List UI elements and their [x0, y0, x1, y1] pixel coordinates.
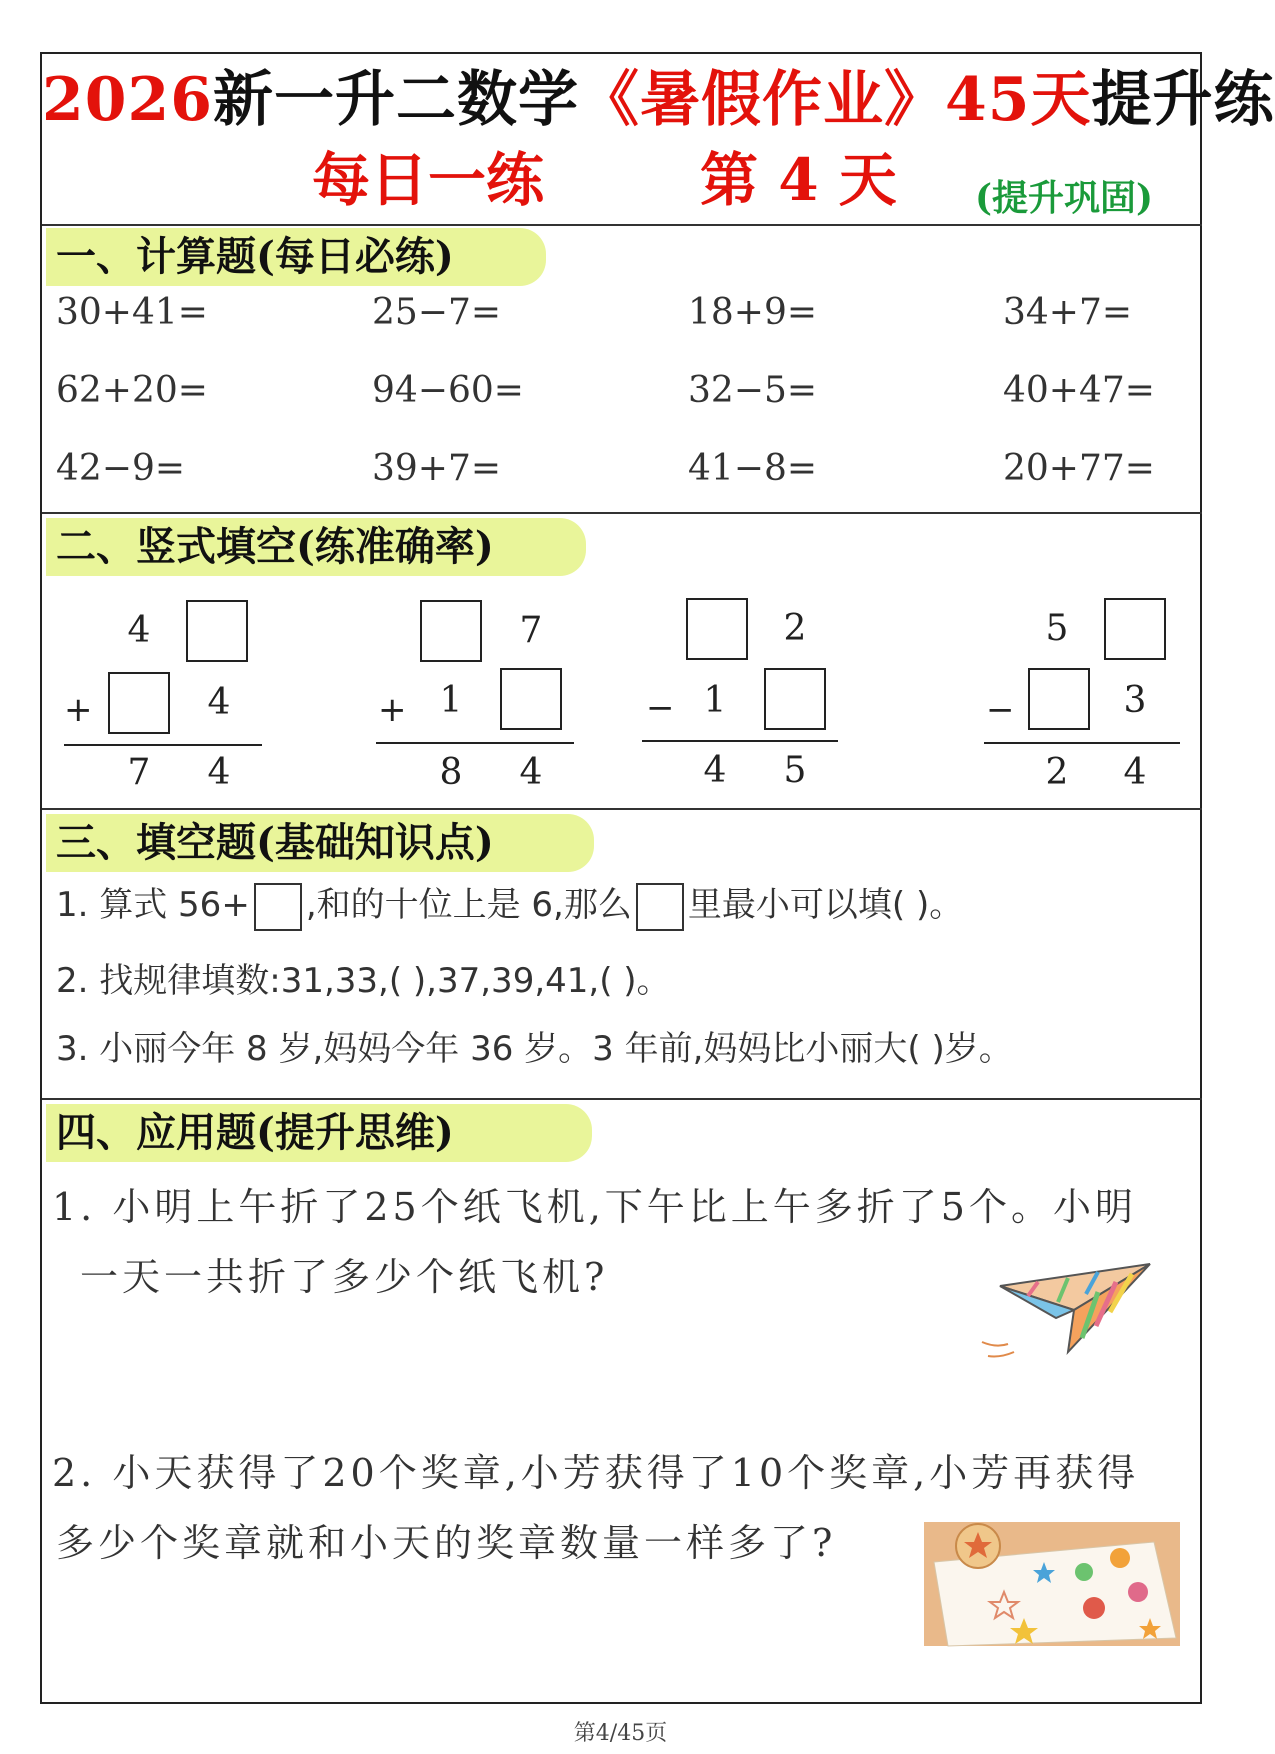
digit: 7 — [127, 752, 151, 793]
digit: 4 — [703, 750, 727, 791]
sticker-card-image — [924, 1522, 1180, 1646]
digit: 2 — [783, 608, 807, 649]
answer-box[interactable] — [108, 672, 170, 734]
digit: 4 — [1123, 752, 1147, 793]
digit: 2 — [1045, 752, 1069, 793]
digit: 1 — [439, 680, 463, 721]
answer-box[interactable] — [500, 668, 562, 730]
page-number: 第4/45页 — [573, 1721, 668, 1746]
app-question-2-line2: 多少个奖章就和小天的奖章数量一样多了? — [56, 1521, 837, 1565]
digit: 4 — [127, 610, 151, 651]
sum-line — [376, 742, 574, 744]
operator: + — [64, 690, 93, 730]
digit: 4 — [207, 752, 231, 793]
calc-item: 62+20= — [56, 370, 208, 411]
app-question-2-line1: 2. 小天获得了20个奖章,小芳获得了10个奖章,小芳再获得 — [52, 1451, 1140, 1495]
fill-text: ,和的十位上是 6,那么 — [305, 885, 632, 925]
section-heading-fill: 三、填空题(基础知识点) — [46, 814, 594, 872]
answer-box[interactable] — [764, 668, 826, 730]
calc-item: 34+7= — [1003, 292, 1133, 333]
digit: 8 — [439, 752, 463, 793]
title-mid: 新一升二数学 — [213, 65, 579, 135]
answer-box[interactable] — [1028, 668, 1090, 730]
fill-question-2: 2. 找规律填数:31,33,( ),37,39,41,( )。 — [56, 961, 671, 1001]
subtitle-note: (提升巩固) — [975, 177, 1154, 219]
divider — [42, 512, 1202, 514]
answer-box[interactable] — [1104, 598, 1166, 660]
app-question-1-line2: 一天一共折了多少个纸飞机? — [80, 1255, 609, 1299]
section-heading-vertical: 二、竖式填空(练准确率) — [46, 518, 586, 576]
divider — [42, 224, 1202, 226]
title-book: 《暑假作业》45天 — [579, 65, 1092, 135]
sum-line — [64, 744, 262, 746]
operator: − — [986, 690, 1015, 730]
answer-box[interactable] — [686, 598, 748, 660]
fill-text: 里最小可以填( )。 — [687, 885, 964, 925]
sum-line — [984, 742, 1180, 744]
section-heading-app: 四、应用题(提升思维) — [46, 1104, 592, 1162]
fill-question-3: 3. 小丽今年 8 岁,妈妈今年 36 岁。3 年前,妈妈比小丽大( )岁。 — [56, 1029, 1013, 1069]
answer-box[interactable] — [186, 600, 248, 662]
operator: + — [378, 690, 407, 730]
calc-item: 42−9= — [56, 448, 186, 489]
section-heading-calc: 一、计算题(每日必练) — [46, 228, 546, 286]
calc-item: 94−60= — [372, 370, 524, 411]
operator: − — [646, 688, 675, 728]
calc-item: 30+41= — [56, 292, 208, 333]
title-year: 2026 — [42, 65, 213, 135]
digit: 5 — [783, 750, 807, 791]
answer-box[interactable] — [420, 600, 482, 662]
divider — [42, 808, 1202, 810]
calc-item: 20+77= — [1003, 448, 1155, 489]
fill-text: 1. 算式 56+ — [56, 885, 250, 925]
digit: 4 — [519, 752, 543, 793]
calc-item: 25−7= — [372, 292, 502, 333]
app-question-1-line1: 1. 小明上午折了25个纸飞机,下午比上午多折了5个。小明 — [52, 1185, 1137, 1229]
calc-item: 32−5= — [688, 370, 818, 411]
calc-item: 41−8= — [688, 448, 818, 489]
answer-box[interactable] — [636, 883, 684, 931]
day-label: 第 4 天 — [700, 146, 897, 214]
sum-line — [642, 740, 838, 742]
calc-item: 18+9= — [688, 292, 818, 333]
title-end: 提升练 — [1091, 65, 1275, 135]
answer-box[interactable] — [254, 883, 302, 931]
digit: 4 — [207, 682, 231, 723]
paper-plane-image — [978, 1252, 1156, 1362]
digit: 7 — [519, 610, 543, 651]
calc-item: 40+47= — [1003, 370, 1155, 411]
page-title — [42, 60, 1275, 140]
divider — [42, 1098, 1202, 1100]
digit: 5 — [1045, 608, 1069, 649]
calc-item: 39+7= — [372, 448, 502, 489]
digit: 3 — [1123, 680, 1147, 721]
fill-question-1 — [56, 880, 963, 931]
digit: 1 — [703, 680, 727, 721]
daily-label: 每日一练 — [312, 146, 545, 214]
